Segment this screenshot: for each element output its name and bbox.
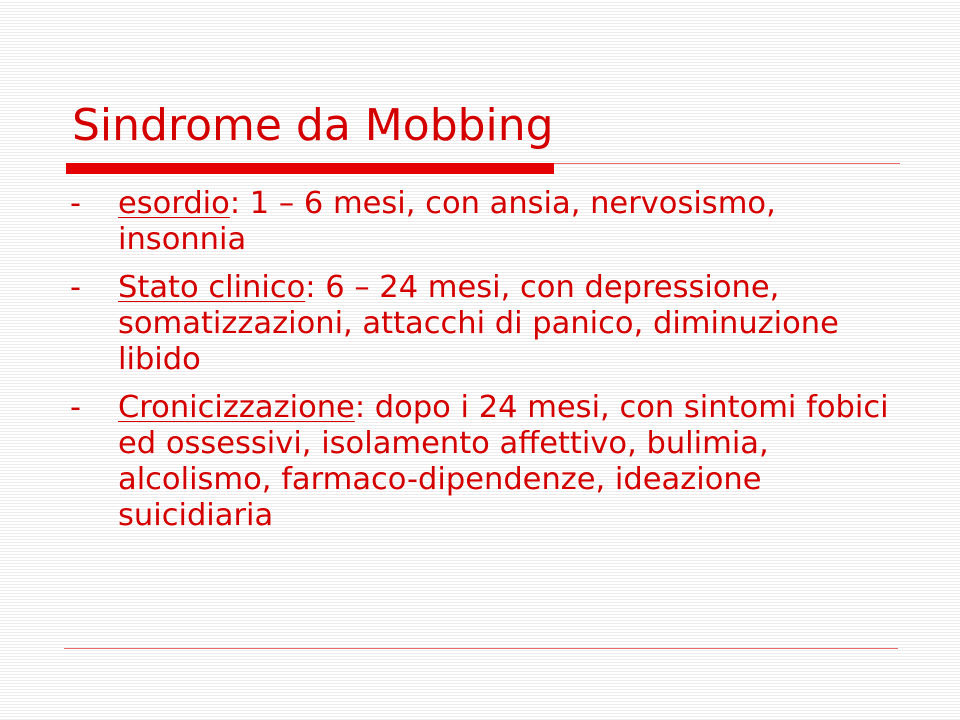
title-underline-thick xyxy=(66,163,554,174)
item-term: Stato clinico xyxy=(118,270,306,305)
bullet-dash: - xyxy=(70,270,82,305)
item-text: : 6 – 24 mesi, con depressione, somatizzazioni, attacchi di panico, diminuzione libido xyxy=(118,270,839,377)
item-term: esordio xyxy=(118,186,230,221)
list-item-cronicizzazione xyxy=(70,390,910,534)
title-underline-thin xyxy=(554,163,900,164)
bullet-list xyxy=(70,186,910,546)
list-item-esordio xyxy=(70,186,910,258)
item-text: : 1 – 6 mesi, con ansia, nervosismo, insonnia xyxy=(118,186,776,257)
bullet-dash: - xyxy=(70,390,82,425)
slide-title: Sindrome da Mobbing xyxy=(72,100,554,151)
item-term: Cronicizzazione xyxy=(118,390,355,425)
list-item-stato-clinico xyxy=(70,270,910,378)
footer-divider xyxy=(64,648,898,649)
item-text: : dopo i 24 mesi, con sintomi fobici ed ossessivi, isolamento affettivo, bulimia, alcolismo, farmaco-dipendenze, ideazione suicidiaria xyxy=(118,390,889,533)
bullet-dash: - xyxy=(70,186,82,221)
